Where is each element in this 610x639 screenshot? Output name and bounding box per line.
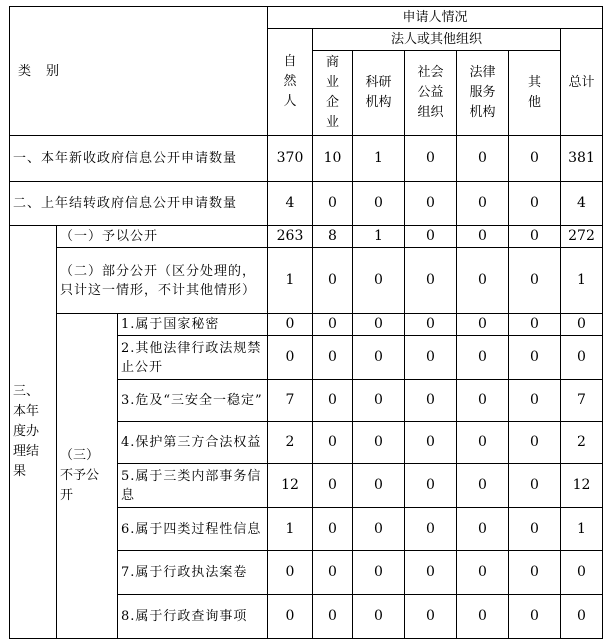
cell-value: 370 [268, 136, 313, 182]
cell-value: 263 [268, 226, 313, 248]
cell-value: 0 [405, 314, 457, 336]
cell-value: 0 [268, 595, 313, 639]
row-label: 二、上年结转政府信息公开申请数量 [10, 182, 268, 226]
cell-value: 0 [313, 464, 353, 508]
cell-value: 0 [313, 508, 353, 551]
cell-value: 0 [313, 314, 353, 336]
table-row [10, 182, 603, 226]
cell-value: 0 [353, 508, 405, 551]
cell-value: 0 [509, 551, 561, 595]
cell-value: 0 [405, 380, 457, 422]
cell-value: 0 [405, 336, 457, 380]
cell-value: 0 [457, 508, 509, 551]
cell-value: 0 [457, 182, 509, 226]
cell-value: 0 [353, 422, 405, 464]
cell-value: 0 [405, 508, 457, 551]
row-label: 1.属于国家秘密 [118, 314, 268, 336]
cell-value: 0 [561, 314, 603, 336]
cell-value: 0 [405, 551, 457, 595]
cell-value: 0 [268, 336, 313, 380]
cell-value: 0 [353, 551, 405, 595]
cell-value: 8 [313, 226, 353, 248]
cell-value: 0 [561, 595, 603, 639]
cell-value: 0 [313, 182, 353, 226]
cell-value: 0 [561, 336, 603, 380]
table-row [10, 136, 603, 182]
cell-value: 0 [457, 595, 509, 639]
cell-value: 0 [509, 464, 561, 508]
cell-value: 0 [353, 248, 405, 314]
cell-value: 2 [268, 422, 313, 464]
individual-header: 自 然 人 [268, 29, 313, 136]
cell-value: 1 [353, 136, 405, 182]
cell-value: 0 [405, 248, 457, 314]
cell-value: 381 [561, 136, 603, 182]
cell-value: 0 [457, 136, 509, 182]
cell-value: 0 [509, 226, 561, 248]
welfare-header: 社会 公益 组织 [405, 51, 457, 136]
cell-value: 0 [313, 336, 353, 380]
cell-value: 0 [313, 380, 353, 422]
cell-value: 4 [561, 182, 603, 226]
cell-value: 12 [268, 464, 313, 508]
row-label: 5.属于三类内部事务信息 [118, 464, 268, 508]
cell-value: 0 [457, 248, 509, 314]
table-row [10, 314, 603, 336]
row-label: （二）部分公开（区分处理的，只计这一情形，不计其他情形） [57, 248, 268, 314]
cell-value: 0 [509, 182, 561, 226]
cell-value: 0 [313, 248, 353, 314]
row-label: 2.其他法律行政法规禁止公开 [118, 336, 268, 380]
cell-value: 0 [509, 314, 561, 336]
cell-value: 4 [268, 182, 313, 226]
row-label: 8.属于行政查询事项 [118, 595, 268, 639]
cell-value: 7 [268, 380, 313, 422]
row-label: 3.危及“三安全一稳定” [118, 380, 268, 422]
applicant-status-header: 申请人情况 [268, 7, 603, 29]
cell-value: 0 [268, 551, 313, 595]
cell-value: 0 [313, 422, 353, 464]
row-label: 4.保护第三方合法权益 [118, 422, 268, 464]
cell-value: 2 [561, 422, 603, 464]
cell-value: 272 [561, 226, 603, 248]
cell-value: 0 [405, 464, 457, 508]
cell-value: 0 [313, 595, 353, 639]
cell-value: 0 [405, 182, 457, 226]
cell-value: 7 [561, 380, 603, 422]
cell-value: 1 [561, 508, 603, 551]
cell-value: 0 [509, 422, 561, 464]
table-row [10, 248, 603, 314]
cell-value: 0 [353, 380, 405, 422]
row-label: 7.属于行政执法案卷 [118, 551, 268, 595]
cell-value: 0 [268, 314, 313, 336]
row-label: 一、本年新收政府信息公开申请数量 [10, 136, 268, 182]
cell-value: 0 [509, 595, 561, 639]
refuse-group-label: （三） 不予公 开 [57, 314, 118, 639]
cell-value: 0 [353, 314, 405, 336]
cell-value: 10 [313, 136, 353, 182]
result-group-label: 三、 本年 度办 理结 果 [10, 226, 57, 639]
cell-value: 0 [313, 551, 353, 595]
row-label: 6.属于四类过程性信息 [118, 508, 268, 551]
cell-value: 0 [353, 595, 405, 639]
cell-value: 0 [457, 336, 509, 380]
cell-value: 0 [353, 336, 405, 380]
cell-value: 0 [457, 422, 509, 464]
cell-value: 1 [353, 226, 405, 248]
table-row [10, 226, 603, 248]
info-disclosure-table [9, 6, 603, 639]
cell-value: 0 [457, 314, 509, 336]
cell-value: 0 [509, 248, 561, 314]
other-header: 其 他 [509, 51, 561, 136]
cell-value: 0 [405, 136, 457, 182]
business-header: 商 业 企 业 [313, 51, 353, 136]
cell-value: 0 [353, 182, 405, 226]
cell-value: 1 [561, 248, 603, 314]
cell-value: 0 [509, 336, 561, 380]
cell-value: 0 [405, 422, 457, 464]
cell-value: 0 [457, 464, 509, 508]
cell-value: 0 [457, 226, 509, 248]
cell-value: 0 [509, 380, 561, 422]
cell-value: 0 [457, 380, 509, 422]
cell-value: 1 [268, 248, 313, 314]
cell-value: 1 [268, 508, 313, 551]
cell-value: 0 [457, 551, 509, 595]
cell-value: 12 [561, 464, 603, 508]
cell-value: 0 [509, 508, 561, 551]
cell-value: 0 [353, 464, 405, 508]
cell-value: 0 [405, 226, 457, 248]
row-label: （一）予以公开 [57, 226, 268, 248]
legal-service-header: 法律 服务 机构 [457, 51, 509, 136]
cell-value: 0 [509, 136, 561, 182]
total-header: 总计 [561, 29, 603, 136]
research-header: 科研 机构 [353, 51, 405, 136]
category-header: 类 别 [10, 7, 268, 136]
legal-group-header: 法人或其他组织 [313, 29, 561, 51]
cell-value: 0 [561, 551, 603, 595]
cell-value: 0 [405, 595, 457, 639]
